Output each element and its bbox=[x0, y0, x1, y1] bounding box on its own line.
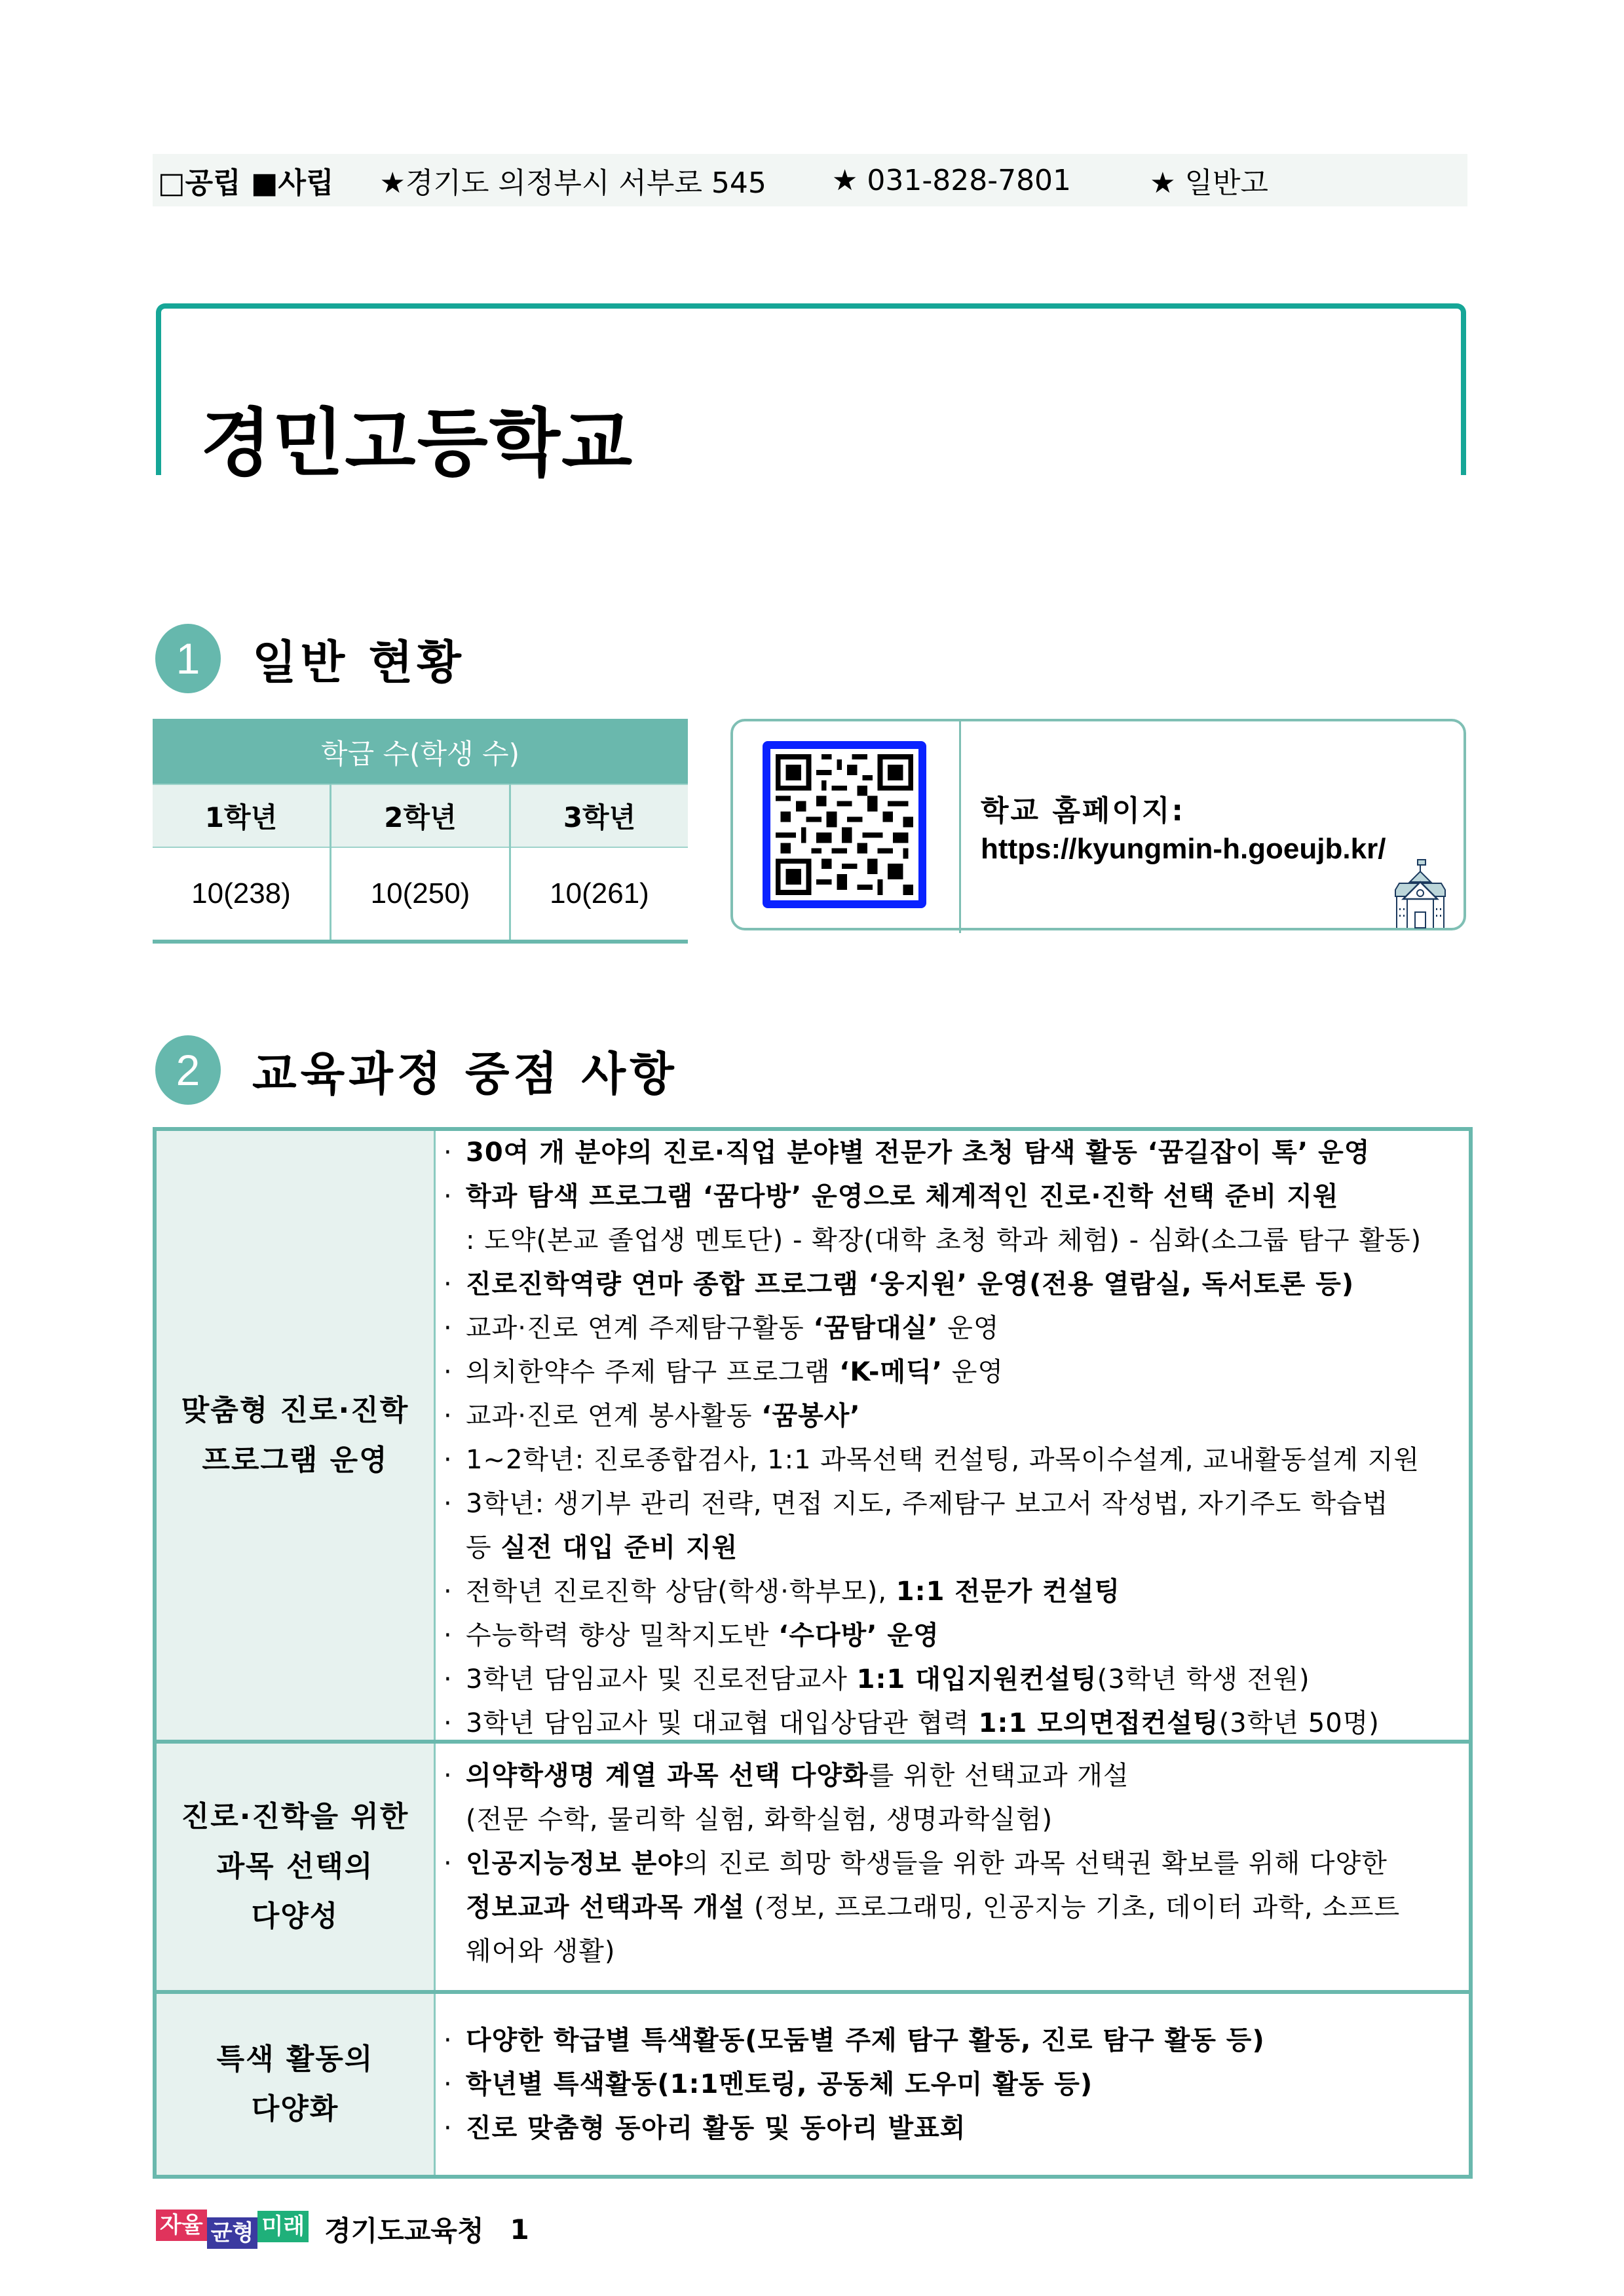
bullet-icon: · bbox=[444, 1708, 453, 1738]
school-type: □공립 ■사립 bbox=[158, 166, 334, 200]
list-item: · 30여 개 분야의 진로·직업 분야별 전문가 초청 탐색 활동 ‘꿈길잡이 톡’ 운영 bbox=[444, 1131, 1469, 1175]
bullet-icon: · bbox=[444, 1577, 453, 1607]
table-row bbox=[157, 1744, 1469, 1990]
list-item: 등 실전 대입 준비 지원 bbox=[466, 1533, 738, 1563]
bullet-icon: · bbox=[444, 1313, 453, 1343]
bullet-icon: · bbox=[444, 2069, 453, 2099]
row-label-line: 특색 활동의 bbox=[216, 2042, 374, 2076]
school-info-bar bbox=[153, 154, 1467, 206]
list-item: · 진로진학역량 연마 종합 프로그램 ‘웅지원’ 운영(전용 열람실, 독서토론 등) bbox=[444, 1263, 1469, 1307]
row-label-line: 다양성 bbox=[251, 1900, 339, 1933]
section-2-header bbox=[155, 1035, 678, 1105]
row-label-line: 다양화 bbox=[251, 2092, 339, 2126]
bullet-icon: · bbox=[444, 1620, 453, 1651]
bullet-icon: · bbox=[444, 1848, 453, 1879]
list-item: · 의약학생명 계열 과목 선택 다양화를 위한 선택교과 개설 bbox=[444, 1754, 1469, 1798]
homepage-card bbox=[730, 719, 1466, 930]
page-footer bbox=[156, 2210, 529, 2249]
row-label-line: 진로·진학을 위한 bbox=[181, 1800, 409, 1833]
qr-code-icon[interactable] bbox=[763, 741, 926, 908]
footer-org: 경기도교육청 bbox=[324, 2215, 484, 2247]
list-item: · 3학년 담임교사 및 대교협 대입상담관 협력 1:1 모의면접컨설팅(3학년 50명) bbox=[444, 1702, 1469, 1746]
page-title: 경민고등학교 bbox=[200, 401, 634, 486]
row-label-line: 맞춤형 진로·진학 bbox=[181, 1393, 409, 1427]
bullet-icon: · bbox=[444, 1489, 453, 1519]
list-item: · 학년별 특색활동(1:1멘토링, 공동체 도우미 활동 등) bbox=[444, 2063, 1469, 2107]
curriculum-table bbox=[153, 1127, 1473, 2179]
table-cell: 10(261) bbox=[510, 847, 688, 942]
homepage-label: 학교 홈페이지: bbox=[981, 794, 1185, 828]
section-number-badge: 1 bbox=[155, 624, 221, 693]
bullet-icon: · bbox=[444, 1138, 453, 1168]
row-label bbox=[157, 1994, 436, 2175]
table-group-header: 학급 수(학생 수) bbox=[153, 720, 688, 785]
row-content bbox=[436, 1131, 1469, 1740]
list-item: · 인공지능정보 분야의 진로 희망 학생들을 위한 과목 선택권 확보를 위해 다양한 bbox=[444, 1842, 1469, 1886]
slogan-badge: 자율 bbox=[156, 2210, 207, 2241]
list-item: · 교과·진로 연계 봉사활동 ‘꿈봉사’ bbox=[444, 1394, 1469, 1438]
table-cell: 10(250) bbox=[330, 847, 510, 942]
card-divider bbox=[959, 719, 961, 933]
list-item: · 전학년 진로진학 상담(학생·학부모), 1:1 전문가 컨설팅 bbox=[444, 1570, 1469, 1614]
section-number-badge: 2 bbox=[155, 1035, 221, 1105]
row-label-line: 프로그램 운영 bbox=[202, 1443, 388, 1477]
list-item: 웨어와 생활) bbox=[466, 1936, 616, 1966]
row-content bbox=[436, 1994, 1469, 2175]
bullet-icon: · bbox=[444, 1761, 453, 1791]
page-number: 1 bbox=[510, 2213, 529, 2246]
row-label-line: 과목 선택의 bbox=[216, 1850, 374, 1883]
bullet-icon: · bbox=[444, 1357, 453, 1387]
column-header: 1학년 bbox=[153, 784, 330, 847]
row-content bbox=[436, 1744, 1469, 1990]
bullet-icon: · bbox=[444, 2113, 453, 2143]
row-label bbox=[157, 1744, 436, 1990]
column-header: 3학년 bbox=[510, 784, 688, 847]
bullet-icon: · bbox=[444, 1445, 453, 1475]
school-building-icon bbox=[1390, 857, 1450, 929]
school-phone: ★ 031-828-7801 bbox=[831, 163, 1072, 197]
column-header: 2학년 bbox=[330, 784, 510, 847]
list-item: · 다양한 학급별 특색활동(모둠별 주제 탐구 활동, 진로 탐구 활동 등) bbox=[444, 2019, 1469, 2063]
bullet-icon: · bbox=[444, 1181, 453, 1212]
title-box bbox=[156, 303, 1466, 486]
section-title: 일반 현황 bbox=[252, 635, 465, 689]
bullet-icon: · bbox=[444, 2025, 453, 2056]
list-item: · 교과·진로 연계 주제탐구활동 ‘꿈탐대실’ 운영 bbox=[444, 1307, 1469, 1350]
homepage-link[interactable]: https://kyungmin-h.goeujb.kr/ bbox=[981, 833, 1386, 865]
list-item: · 의치한약수 주제 탐구 프로그램 ‘K-메딕’ 운영 bbox=[444, 1350, 1469, 1394]
row-label bbox=[157, 1131, 436, 1740]
list-item: · 3학년: 생기부 관리 전략, 면접 지도, 주제탐구 보고서 작성법, 자기주도 학습법 bbox=[444, 1482, 1469, 1526]
list-item: · 진로 맞춤형 동아리 활동 및 동아리 발표회 bbox=[444, 2107, 1469, 2151]
class-count-table bbox=[153, 719, 688, 944]
list-item: 정보교과 선택과목 개설 (정보, 프로그래밍, 인공지능 기초, 데이터 과학, 소프트 bbox=[466, 1892, 1401, 1923]
list-item: (전문 수학, 물리학 실험, 화학실험, 생명과학실험) bbox=[466, 1805, 1053, 1835]
section-title: 교육과정 중점 사항 bbox=[252, 1046, 678, 1101]
slogan-badge: 균형 bbox=[207, 2217, 258, 2249]
table-row bbox=[157, 1994, 1469, 2175]
table-cell: 10(238) bbox=[153, 847, 330, 942]
school-kind: ★ 일반고 bbox=[1150, 166, 1269, 200]
bullet-icon: · bbox=[444, 1664, 453, 1694]
bullet-icon: · bbox=[444, 1401, 453, 1431]
list-item: · 수능학력 향상 밀착지도반 ‘수다방’ 운영 bbox=[444, 1614, 1469, 1658]
bullet-icon: · bbox=[444, 1269, 453, 1299]
list-item: : 도약(본교 졸업생 멘토단) - 확장(대학 초청 학과 체험) - 심화(소그룹 탐구 활동) bbox=[466, 1225, 1422, 1255]
list-item: · 학과 탐색 프로그램 ‘꿈다방’ 운영으로 체계적인 진로·진학 선택 준비 지원 bbox=[444, 1175, 1469, 1219]
table-row bbox=[157, 1131, 1469, 1740]
list-item: · 1~2학년: 진로종합검사, 1:1 과목선택 컨설팅, 과목이수설계, 교내활동설계 지원 bbox=[444, 1438, 1469, 1482]
slogan-badge: 미래 bbox=[257, 2211, 309, 2242]
section-1-header bbox=[155, 624, 465, 693]
school-address: ★경기도 의정부시 서부로 545 bbox=[379, 166, 766, 200]
list-item: · 3학년 담임교사 및 진로전담교사 1:1 대입지원컨설팅(3학년 학생 전원) bbox=[444, 1658, 1469, 1702]
